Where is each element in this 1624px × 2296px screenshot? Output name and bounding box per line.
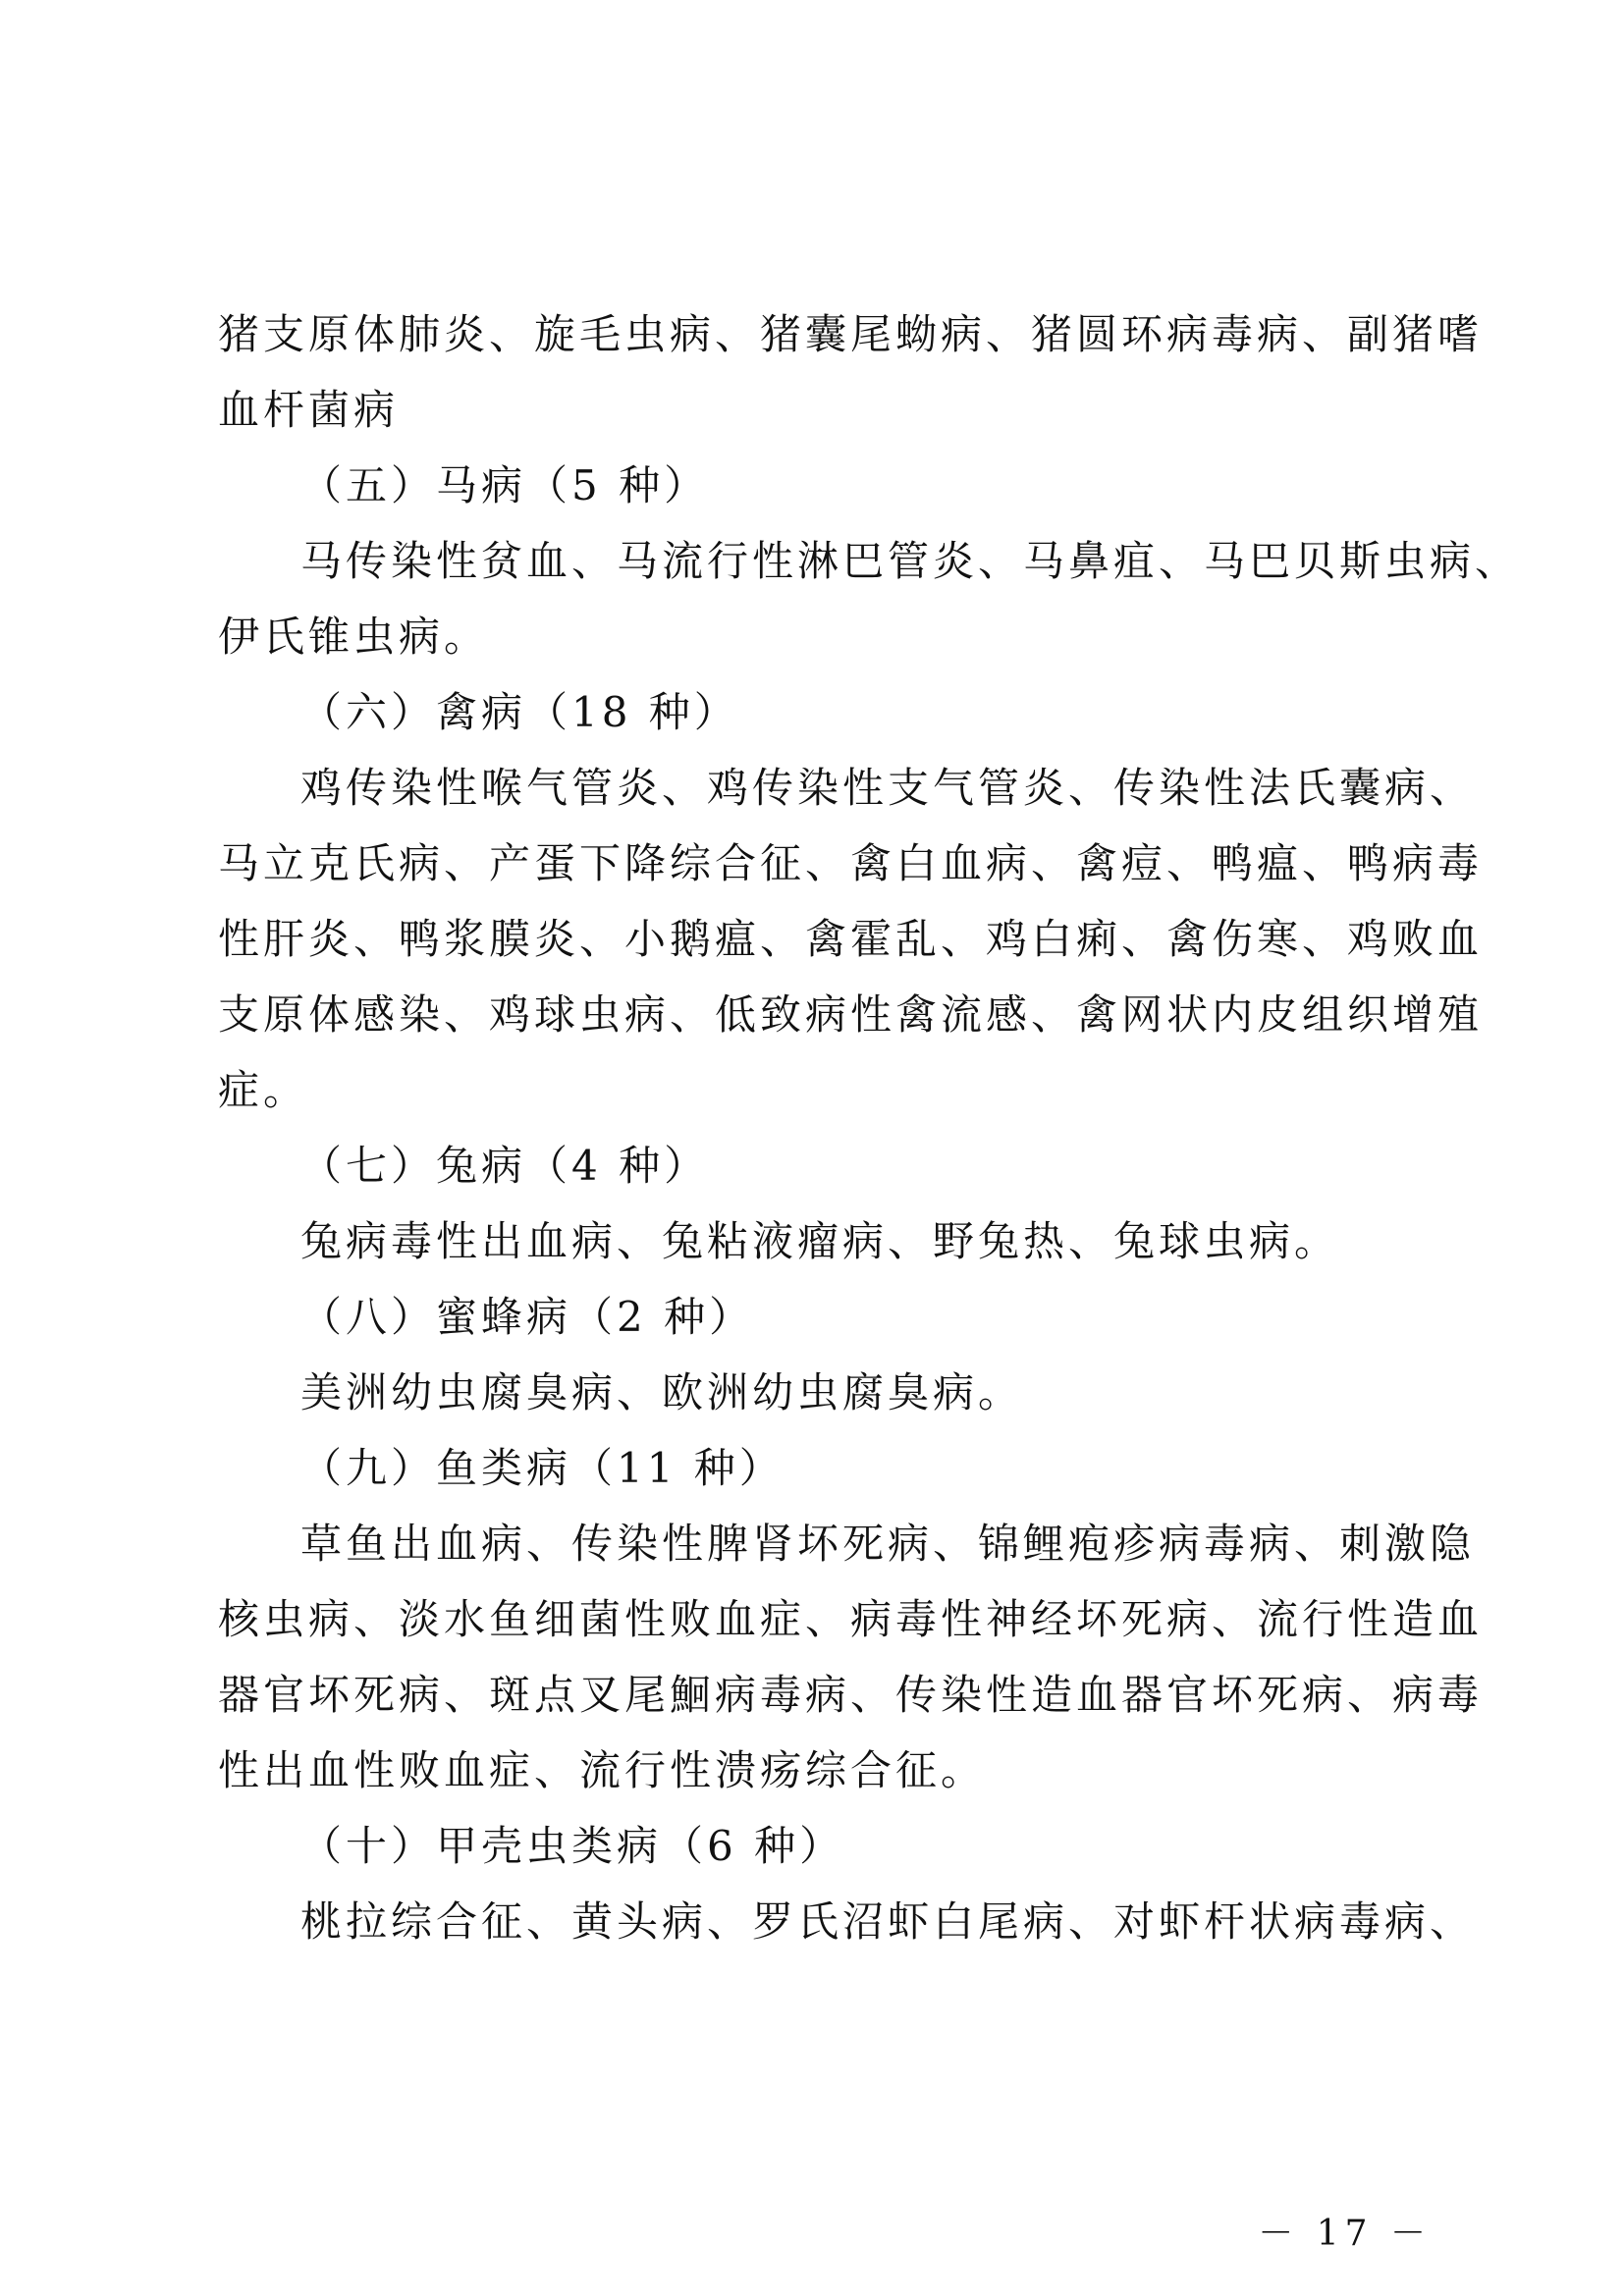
text-line: 性肝炎、鸭浆膜炎、小鹅瘟、禽霍乱、鸡白痢、禽伤寒、鸡败血 bbox=[218, 915, 1484, 963]
text-line: 鸡传染性喉气管炎、鸡传染性支气管炎、传染性法氏囊病、 bbox=[300, 764, 1476, 812]
text-line: 支原体感染、鸡球虫病、低致病性禽流感、禽网状内皮组织增殖 bbox=[218, 990, 1484, 1039]
text-line: 器官坏死病、斑点叉尾鮰病毒病、传染性造血器官坏死病、病毒 bbox=[218, 1671, 1484, 1719]
text-line: 猪支原体肺炎、旋毛虫病、猪囊尾蚴病、猪圆环病毒病、副猪嗜 bbox=[218, 310, 1484, 358]
text-line: 桃拉综合征、黄头病、罗氏沼虾白尾病、对虾杆状病毒病、 bbox=[300, 1897, 1476, 1946]
text-line: 兔病毒性出血病、兔粘液瘤病、野兔热、兔球虫病。 bbox=[300, 1217, 1340, 1265]
text-line: 性出血性败血症、流行性溃疡综合征。 bbox=[218, 1746, 987, 1794]
section-heading-fish-diseases: （九）鱼类病（11 种） bbox=[300, 1444, 785, 1492]
section-heading-crustacean-diseases: （十）甲壳虫类病（6 种） bbox=[300, 1822, 845, 1870]
text-line: 马立克氏病、产蛋下降综合征、禽白血病、禽痘、鸭瘟、鸭病毒 bbox=[218, 839, 1484, 887]
text-line: 美洲幼虫腐臭病、欧洲幼虫腐臭病。 bbox=[300, 1368, 1024, 1416]
text-line: 马传染性贫血、马流行性淋巴管炎、马鼻疽、马巴贝斯虫病、 bbox=[300, 537, 1521, 585]
text-line: 血杆菌病 bbox=[218, 386, 400, 434]
page-number: － 17 － bbox=[1258, 2214, 1432, 2254]
text-line: 草鱼出血病、传染性脾肾坏死病、锦鲤疱疹病毒病、刺激隐 bbox=[300, 1520, 1476, 1568]
section-heading-rabbit-diseases: （七）兔病（4 种） bbox=[300, 1142, 710, 1190]
text-line: 核虫病、淡水鱼细菌性败血症、病毒性神经坏死病、流行性造血 bbox=[218, 1595, 1484, 1643]
text-line: 症。 bbox=[218, 1066, 309, 1114]
section-heading-bee-diseases: （八）蜜蜂病（2 种） bbox=[300, 1293, 755, 1341]
document-body bbox=[218, 296, 1521, 1959]
text-line: 伊氏锥虫病。 bbox=[218, 613, 490, 661]
section-heading-horse-diseases: （五）马病（5 种） bbox=[300, 461, 710, 509]
section-heading-poultry-diseases: （六）禽病（18 种） bbox=[300, 688, 739, 736]
